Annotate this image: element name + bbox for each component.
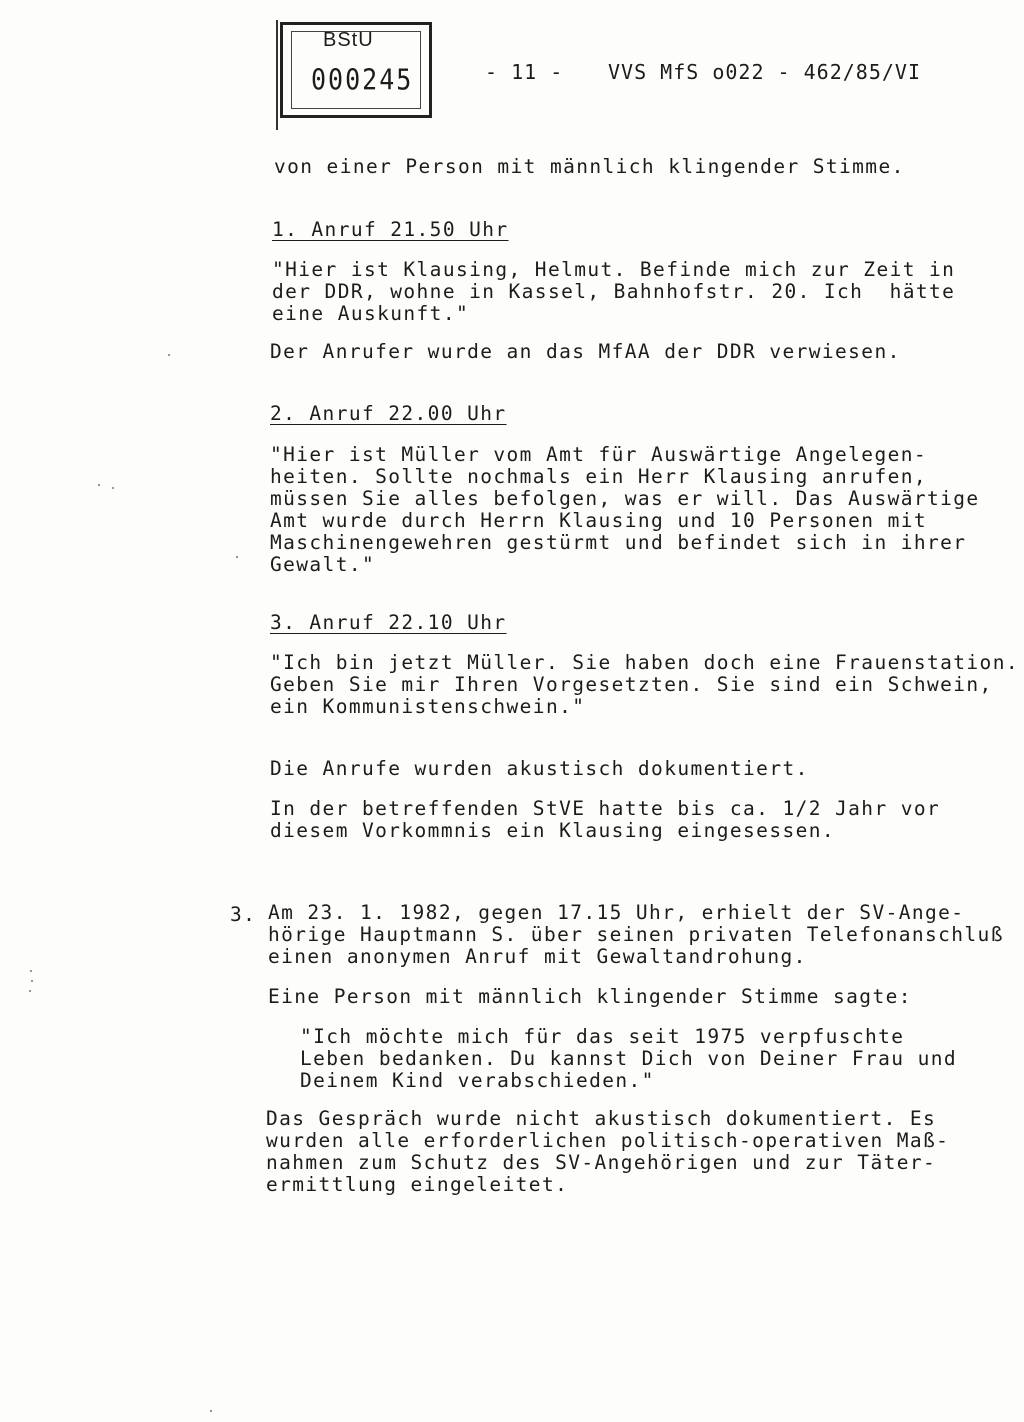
item3-conclusion-line: Das Gespräch wurde nicht akustisch dokumentiert. Es — [266, 1107, 937, 1130]
call1-response: Der Anrufer wurde an das MfAA der DDR verwiesen. — [270, 340, 901, 363]
scan-speck — [29, 990, 31, 992]
document-reference: VVS MfS o022 - 462/85/VI — [608, 60, 921, 84]
call2-quote-line: Gewalt." — [270, 553, 376, 576]
stamp-edge-mark — [276, 20, 278, 130]
item3-conclusion-line: wurden alle erforderlichen politisch-operativen Maß- — [266, 1129, 950, 1152]
stve-line: In der betreffenden StVE hatte bis ca. 1/2 Jahr vor — [270, 797, 941, 820]
intro-line: von einer Person mit männlich klingender Stimme. — [274, 155, 905, 178]
item3-conclusion-line: ermittlung eingeleitet. — [266, 1173, 569, 1196]
call3-quote-line: ein Kommunistenschwein." — [270, 695, 586, 718]
item3-line: einen anonymen Anruf mit Gewaltandrohung. — [268, 945, 807, 968]
call2-quote-line: Amt wurde durch Herrn Klausing und 10 Personen mit — [270, 509, 927, 532]
scan-speck — [31, 980, 33, 982]
call2-quote-line: "Hier ist Müller vom Amt für Auswärtige Angelegen- — [270, 443, 927, 466]
item3-conclusion-line: nahmen zum Schutz des SV-Angehörigen und zur Täter- — [266, 1151, 937, 1174]
item3-quote-line: "Ich möchte mich für das seit 1975 verpfuschte — [300, 1025, 905, 1048]
call3-quote-line: "Ich bin jetzt Müller. Sie haben doch eine Frauenstation. — [270, 651, 1019, 674]
item3-quote-line: Leben bedanken. Du kannst Dich von Deiner Frau und — [300, 1047, 957, 1070]
call3-heading: 3. Anruf 22.10 Uhr — [270, 611, 507, 634]
documented-note: Die Anrufe wurden akustisch dokumentiert. — [270, 757, 809, 780]
call2-quote-line: Maschinengewehren gestürmt und befindet sich in ihrer — [270, 531, 967, 554]
scan-speck — [210, 1410, 212, 1412]
scan-speck — [30, 970, 32, 972]
item3-speaker: Eine Person mit männlich klingender Stimme sagte: — [268, 985, 912, 1008]
call1-quote-line: der DDR, wohne in Kassel, Bahnhofstr. 20. Ich hätte — [272, 280, 956, 303]
archive-stamp — [280, 22, 432, 118]
item3-number: 3. — [230, 903, 257, 926]
item3-line: hörige Hauptmann S. über seinen privaten Telefonanschluß — [268, 923, 1004, 946]
scan-speck — [236, 556, 238, 558]
scan-speck — [112, 487, 114, 489]
call3-quote-line: Geben Sie mir Ihren Vorgesetzten. Sie sind ein Schwein, — [270, 673, 993, 696]
stamp-number: 000245 — [311, 62, 414, 97]
call2-quote-line: müssen Sie alles befolgen, was er will. Das Auswärtige — [270, 487, 980, 510]
item3-quote-line: Deinem Kind verabschieden." — [300, 1069, 655, 1092]
stamp-title: BStU — [323, 29, 374, 51]
scan-speck — [98, 484, 100, 486]
call1-quote-line: "Hier ist Klausing, Helmut. Befinde mich zur Zeit in — [272, 258, 956, 281]
item3-line: Am 23. 1. 1982, gegen 17.15 Uhr, erhielt der SV-Ange- — [268, 901, 965, 924]
call2-quote-line: heiten. Sollte nochmals ein Herr Klausing anrufen, — [270, 465, 927, 488]
page-number: - 11 - — [485, 60, 564, 84]
scan-speck — [168, 354, 170, 356]
call1-quote-line: eine Auskunft." — [272, 302, 470, 325]
stve-line: diesem Vorkommnis ein Klausing eingesessen. — [270, 819, 836, 842]
call2-heading: 2. Anruf 22.00 Uhr — [270, 402, 507, 425]
call1-heading: 1. Anruf 21.50 Uhr — [272, 218, 509, 241]
